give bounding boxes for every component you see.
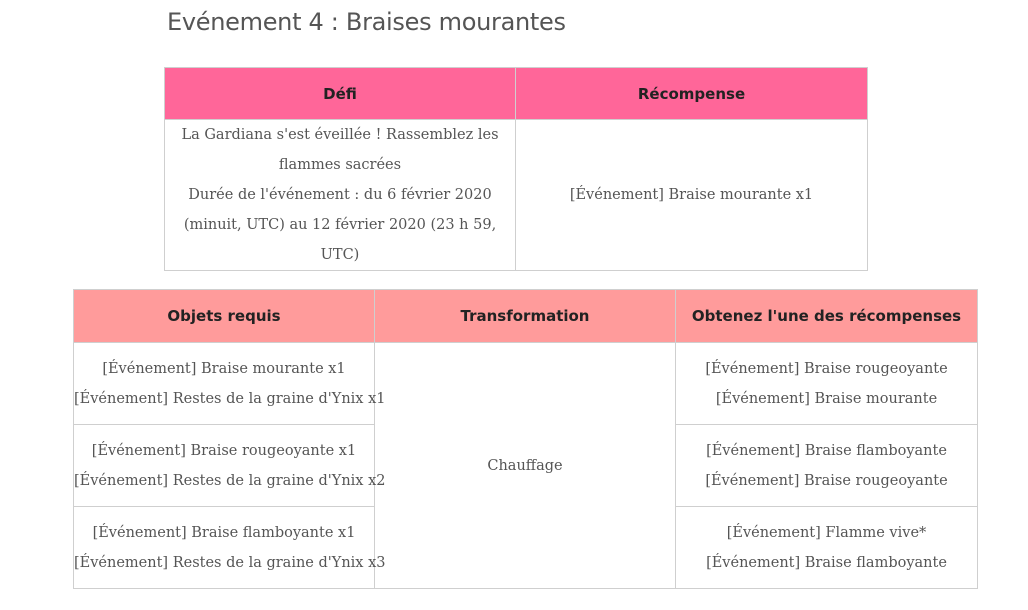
transformation-table [73,289,978,589]
challenge-cell [165,120,516,271]
challenge-header: Défi [165,68,516,120]
required-item: [Événement] Braise flamboyante x1 [92,524,356,541]
transformation-header-row [74,290,978,343]
reward-options-cell [676,425,978,507]
reward-option: [Événement] Braise flamboyante [706,442,947,459]
challenge-description: La Gardiana s'est éveillée ! Rassemblez les flammes sacrées [181,127,499,173]
transformation-cell: Chauffage [375,343,676,589]
rewards-header: Obtenez l'une des récompenses [676,290,978,343]
required-items-header: Objets requis [74,290,375,343]
event-duration: Durée de l'événement : du 6 février 2020 (minuit, UTC) au 12 février 2020 (23 h 59, UTC) [183,187,497,263]
reward-header: Récompense [516,68,868,120]
required-item: [Événement] Restes de la graine d'Ynix x2 [74,472,386,489]
table-row [74,343,978,425]
event-info-header-row [165,68,868,120]
reward-option: [Événement] Braise rougeoyante [705,360,948,377]
page-title: Evénement 4 : Braises mourantes [167,8,566,36]
reward-options-cell [676,343,978,425]
required-item: [Événement] Restes de la graine d'Ynix x3 [74,554,386,571]
reward-cell: [Événement] Braise mourante x1 [516,120,868,271]
reward-option: [Événement] Braise rougeoyante [705,472,948,489]
required-item: [Événement] Braise mourante x1 [102,360,346,377]
transformation-header: Transformation [375,290,676,343]
required-items-cell [74,425,386,507]
event-info-row [165,120,868,271]
required-item: [Événement] Restes de la graine d'Ynix x1 [74,390,386,407]
required-items-cell [74,507,386,589]
reward-option: [Événement] Braise mourante [715,390,938,407]
required-items-cell [74,343,386,425]
reward-option: [Événement] Flamme vive* [726,524,927,541]
event-info-table [164,67,868,271]
reward-option: [Événement] Braise flamboyante [706,554,947,571]
required-item: [Événement] Braise rougeoyante x1 [91,442,357,459]
reward-options-cell [676,507,978,589]
